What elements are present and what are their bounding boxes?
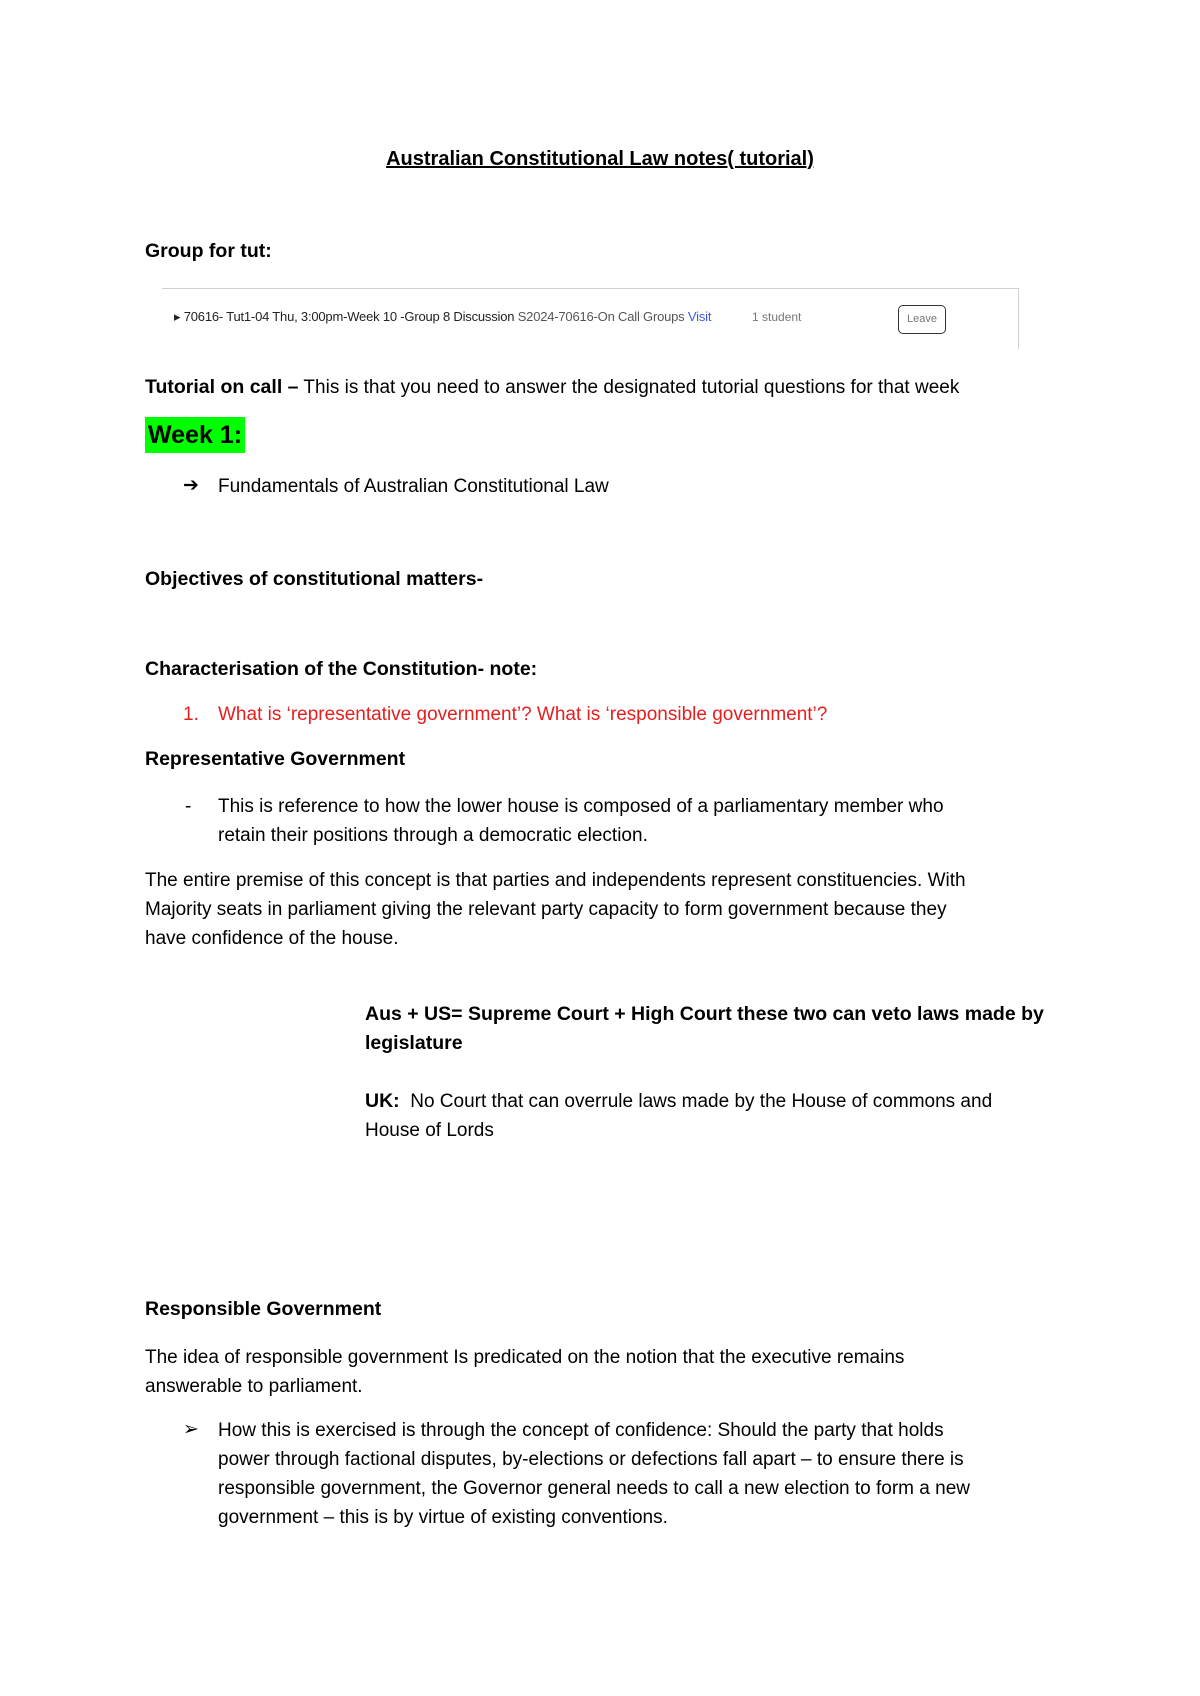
group-heading: Group for tut: [145, 240, 272, 262]
responsible-para-line2: answerable to parliament. [145, 1376, 363, 1397]
uk-label: UK: [365, 1090, 400, 1112]
question-text: What is ‘representative government’? What is ‘responsible government’? [218, 704, 828, 725]
dash-bullet: - [185, 796, 192, 817]
caret-icon[interactable]: ▸ [174, 309, 181, 324]
tutorial-on-call [145, 373, 959, 402]
group-row [174, 309, 711, 325]
representative-para-line2: Majority seats in parliament giving the relevant party capacity to form government because they [145, 899, 947, 920]
responsible-bullet-line4: government – this is by virtue of existing conventions. [218, 1507, 668, 1528]
aus-us-line1: Aus + US= Supreme Court + High Court these two can veto laws made by [365, 1003, 1044, 1025]
arrow-icon: ➔ [183, 475, 199, 496]
visit-link[interactable]: Visit [687, 309, 712, 324]
representative-heading: Representative Government [145, 748, 406, 770]
responsible-heading: Responsible Government [145, 1298, 382, 1320]
arrowhead-bullet-icon: ➢ [183, 1419, 199, 1440]
week-item: Fundamentals of Australian Constitutional Law [218, 476, 609, 497]
responsible-bullet-line1: How this is exercised is through the concept of confidence: Should the party that holds [218, 1420, 944, 1441]
uk-text: No Court that can overrule laws made by the House of commons and [410, 1091, 993, 1112]
week-label: Week 1: [145, 417, 245, 453]
aus-us-line2: legislature [365, 1032, 463, 1054]
leave-button[interactable]: Leave [898, 305, 946, 334]
question-number: 1. [183, 704, 199, 725]
responsible-bullet-line3: responsible government, the Governor general needs to call a new election to form a new [218, 1478, 970, 1499]
representative-bullet-line1: This is reference to how the lower house is composed of a parliamentary member who [218, 796, 944, 817]
representative-bullet-line2: retain their positions through a democratic election. [218, 825, 648, 846]
tutorial-on-call-text: This is that you need to answer the designated tutorial questions for that week [298, 377, 960, 398]
group-screenshot [162, 288, 1019, 349]
document-title: Australian Constitutional Law notes( tutorial) [386, 148, 814, 170]
characterisation-heading: Characterisation of the Constitution- note: [145, 658, 538, 680]
representative-para-line3: have confidence of the house. [145, 928, 399, 949]
tutorial-on-call-label: Tutorial on call – [145, 376, 299, 398]
objectives-heading: Objectives of constitutional matters- [145, 568, 484, 590]
representative-para-line1: The entire premise of this concept is that parties and independents represent constituencies. With [145, 870, 966, 891]
group-name: 70616- Tut1-04 Thu, 3:00pm-Week 10 -Group 8 Discussion [183, 309, 515, 324]
group-category: S2024-70616-On Call Groups [517, 309, 685, 324]
uk-line1 [365, 1087, 992, 1116]
responsible-bullet-line2: power through factional disputes, by-elections or defections fall apart – to ensure there is [218, 1449, 964, 1470]
responsible-para-line1: The idea of responsible government Is predicated on the notion that the executive remains [145, 1347, 905, 1368]
uk-line2: House of Lords [365, 1120, 494, 1141]
student-count: 1 student [752, 310, 802, 324]
